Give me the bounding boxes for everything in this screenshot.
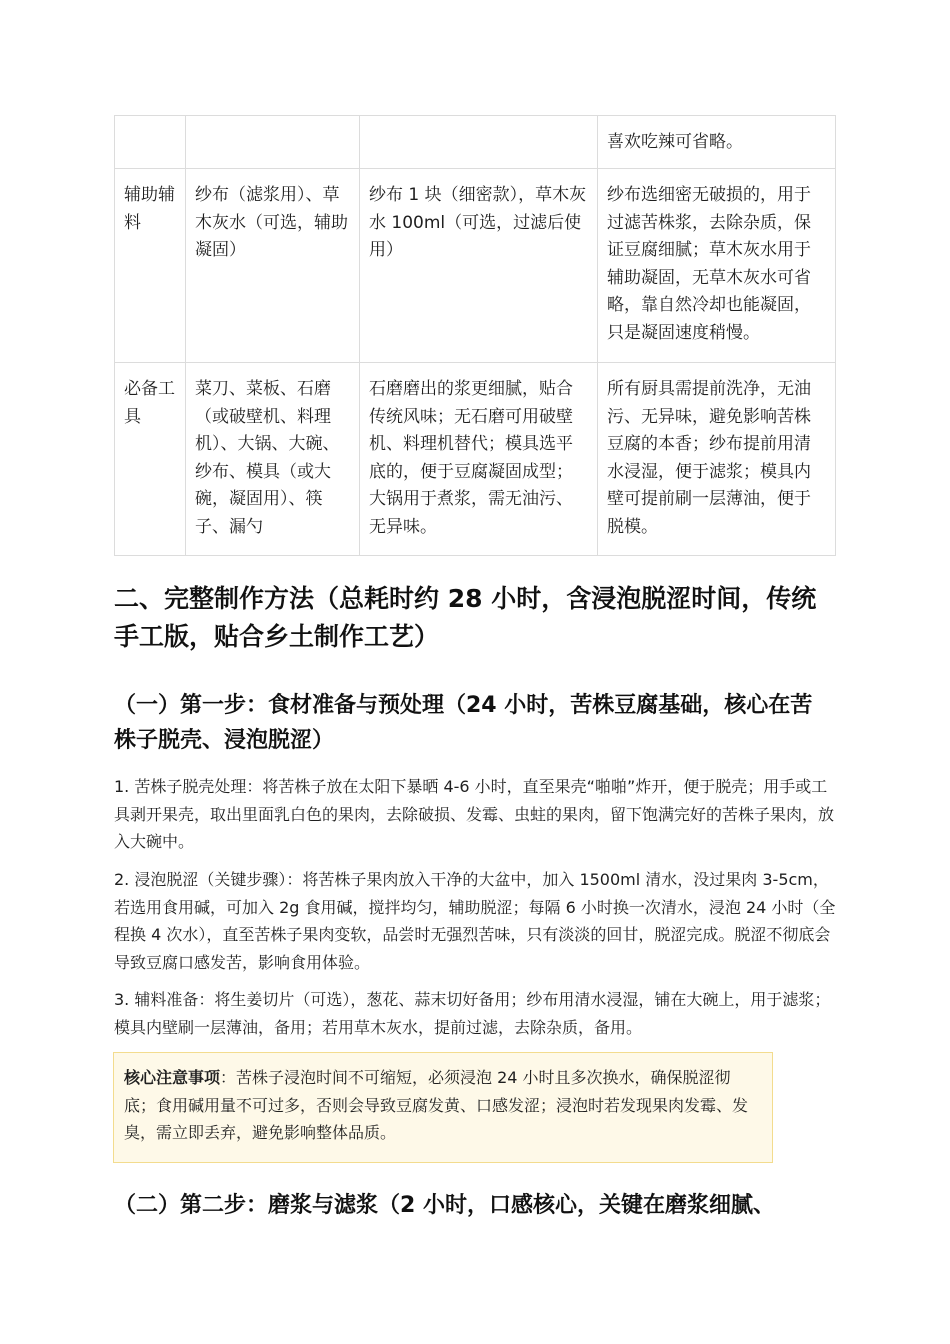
- ingredients-table: [114, 115, 836, 556]
- table-row: [115, 116, 836, 169]
- table-row: [115, 169, 836, 363]
- table-cell: 石磨磨出的浆更细腻，贴合传统风味；无石磨可用破壁机、料理机替代；模具选平底的，便于豆腐凝固成型；大锅用于煮浆，需无油污、无异味。: [360, 363, 598, 556]
- table-cell: [360, 116, 598, 169]
- step-heading: （一）第一步：食材准备与预处理（24 小时，苦株豆腐基础，核心在苦株子脱壳、浸泡脱涩）: [114, 693, 813, 753]
- section-heading: 二、完整制作方法（总耗时约 28 小时，含浸泡脱涩时间，传统手工版，贴合乡土制作工艺）: [114, 584, 817, 651]
- table-row: [115, 363, 836, 556]
- note-box: [113, 1052, 773, 1163]
- table-cell: 菜刀、菜板、石磨（或破壁机、料理机）、大锅、大碗、纱布、模具（或大碗，凝固用）、筷子、漏勺: [186, 363, 360, 556]
- table-cell: [186, 116, 360, 169]
- table-cell: [115, 116, 186, 169]
- table-cell: 辅助辅料: [115, 169, 186, 363]
- table-cell: 所有厨具需提前洗净，无油污、无异味，避免影响苦株豆腐的本香；纱布提前用清水浸湿，便于滤浆；模具内壁可提前刷一层薄油，便于脱模。: [598, 363, 836, 556]
- note-text: ：苦株子浸泡时间不可缩短，必须浸泡 24 小时且多次换水，确保脱涩彻底；食用碱用量不可过多，否则会导致豆腐发黄、口感发涩；浸泡时若发现果肉发霉、发臭，需立即丢弃，避免影响整体品质。: [124, 1068, 749, 1142]
- step-item: 3. 辅料准备：将生姜切片（可选），葱花、蒜末切好备用；纱布用清水浸湿，铺在大碗上，用于滤浆；模具内壁刷一层薄油，备用；若用草木灰水，提前过滤，去除杂质，备用。: [114, 990, 831, 1037]
- table-cell: 纱布选细密无破损的，用于过滤苦株浆，去除杂质，保证豆腐细腻；草木灰水用于辅助凝固，无草木灰水可省略，靠自然冷却也能凝固，只是凝固速度稍慢。: [598, 169, 836, 363]
- table-cell: 必备工具: [115, 363, 186, 556]
- step-heading: （二）第二步：磨浆与滤浆（2 小时，口感核心，关键在磨浆细腻、: [114, 1193, 775, 1218]
- table-cell: 喜欢吃辣可省略。: [598, 116, 836, 169]
- table-cell: 纱布 1 块（细密款），草木灰水 100ml（可选，过滤后使用）: [360, 169, 598, 363]
- note-label: 核心注意事项: [124, 1068, 221, 1087]
- table-cell: 纱布（滤浆用）、草木灰水（可选，辅助凝固）: [186, 169, 360, 363]
- step-item: 1. 苦株子脱壳处理：将苦株子放在太阳下暴晒 4-6 小时，直至果壳“啪啪”炸开，便于脱壳；用手或工具剥开果壳，取出里面乳白色的果肉，去除破损、发霉、虫蛀的果肉，留下饱满完好的苦株子果肉，放入大碗中。: [114, 777, 835, 851]
- step-item: 2. 浸泡脱涩（关键步骤）：将苦株子果肉放入干净的大盆中，加入 1500ml 清水，没过果肉 3-5cm，若选用食用碱，可加入 2g 食用碱，搅拌均匀，辅助脱涩；每隔 6 小时换一次清水，浸泡 24 小时（全程换 4 次水），直至苦株子果肉变软，品尝时无强烈苦味，只有淡淡的回甘，脱涩完成。脱涩不彻底会导致豆腐口感发苦，影响食用体验。: [114, 870, 836, 972]
